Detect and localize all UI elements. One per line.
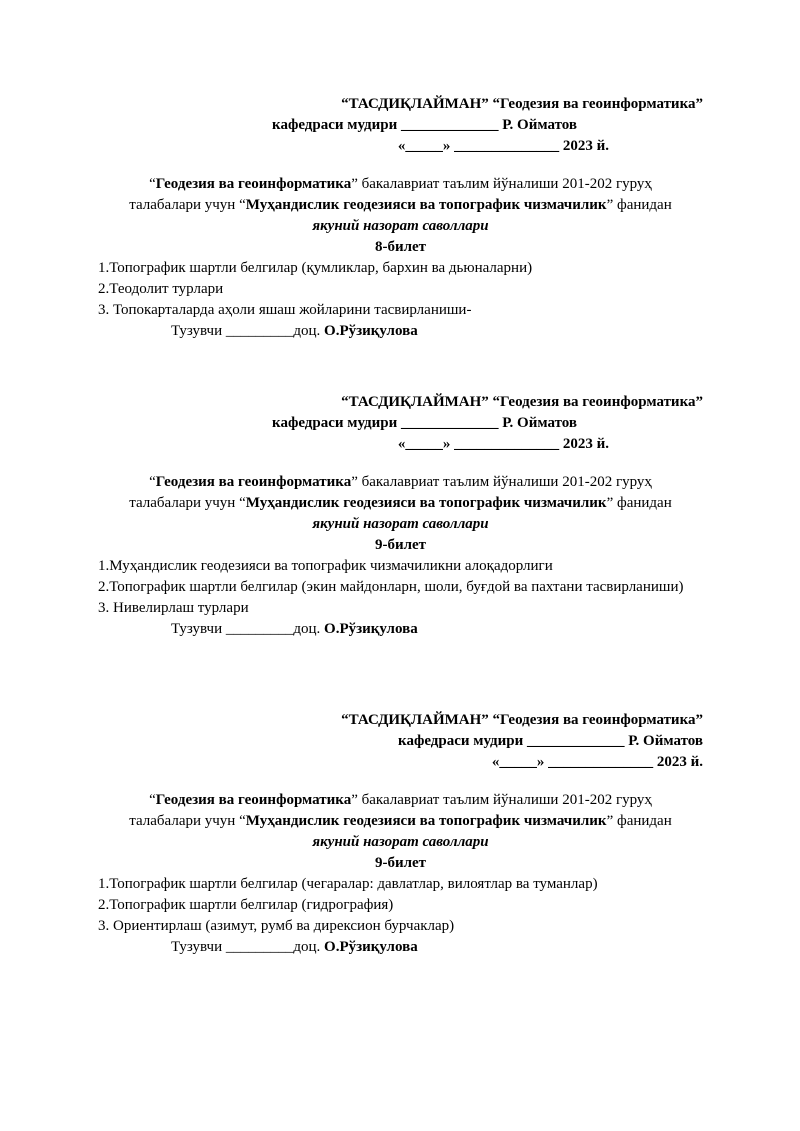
intro-line-1: [98, 472, 703, 493]
final-control-title: якуний назорат саволлари: [312, 218, 489, 234]
approve-word: ТАСДИҚЛАЙМАН: [348, 394, 482, 410]
author-title: доц.: [293, 323, 321, 339]
signature-blank: _____________: [401, 415, 499, 431]
approval-line-1: [98, 710, 703, 731]
quote: »: [536, 754, 545, 770]
author-title: доц.: [293, 939, 321, 955]
field-name: Геодезия ва геоинформатика: [155, 792, 352, 808]
author-label: Тузувчи: [171, 939, 226, 955]
question-2: 2.Топографик шартли белгилар (экин майдонларн, шоли, буғдой ва пахтани тасвирланиши): [98, 579, 684, 595]
quote: ”: [351, 176, 358, 192]
final-control-title: якуний назорат саволлари: [312, 516, 489, 532]
approval-line-1: [98, 392, 703, 413]
author-name: О.Рўзиқулова: [320, 939, 418, 955]
question-3: 3. Ориентирлаш (азимут, румб ва дирексион бурчаклар): [98, 918, 455, 934]
ticket-block-2: [98, 392, 703, 640]
intro-text: ” фанидан: [606, 495, 672, 511]
quote: ”: [695, 394, 703, 410]
quote: »: [442, 436, 451, 452]
quote: “: [149, 792, 156, 808]
question-3: 3. Нивелирлаш турлари: [98, 600, 249, 616]
question-2: 2.Теодолит турлари: [98, 281, 224, 297]
approval-line-2: [98, 115, 703, 136]
quote: “: [149, 176, 156, 192]
quote: ”: [351, 474, 358, 490]
quote: «: [397, 436, 406, 452]
day-blank: _____: [405, 138, 443, 154]
signature-blank: _________: [225, 939, 294, 955]
question-1: 1.Муҳандислик геодезияси ва топографик чизмачиликни алоқадорлиги: [98, 558, 553, 574]
month-blank: ______________: [454, 138, 560, 154]
signature-blank: _____________: [527, 733, 625, 749]
intro-text: ” фанидан: [606, 813, 672, 829]
subject-name: Муҳандислик геодезияси ва топографик чизмачилик: [245, 197, 607, 213]
quote: »: [442, 138, 451, 154]
approval-line-1: [98, 94, 703, 115]
quote: ” “: [481, 394, 501, 410]
intro-line-2: [98, 811, 703, 832]
quote: ”: [695, 712, 703, 728]
author-name: О.Рўзиқулова: [320, 323, 418, 339]
intro-line-1: [98, 174, 703, 195]
year: 2023 й.: [562, 436, 609, 452]
quote: ” “: [481, 712, 501, 728]
head-name: Р. Ойматов: [502, 415, 577, 431]
approval-line-2: [98, 731, 703, 752]
signature-blank: _________: [225, 621, 294, 637]
author-label: Тузувчи: [171, 323, 226, 339]
head-name: Р. Ойматов: [628, 733, 703, 749]
approval-line-3: [98, 752, 703, 773]
author-name: О.Рўзиқулова: [320, 621, 418, 637]
intro-line-1: [98, 790, 703, 811]
quote: ”: [351, 792, 358, 808]
head-title: кафедраси мудири: [272, 117, 398, 133]
day-blank: _____: [499, 754, 537, 770]
ticket-block-1: [98, 94, 703, 342]
quote: “: [341, 96, 349, 112]
final-control-title: якуний назорат саволлари: [312, 834, 489, 850]
subject-name: Муҳандислик геодезияси ва топографик чизмачилик: [245, 495, 607, 511]
question-2: 2.Топографик шартли белгилар (гидрография): [98, 897, 394, 913]
author-title: доц.: [293, 621, 321, 637]
question-1: 1.Топографик шартли белгилар (чегаралар: давлатлар, вилоятлар ва туманлар): [98, 876, 598, 892]
approval-line-3: [98, 136, 703, 157]
ticket-number: 8-билет: [374, 239, 427, 255]
head-name: Р. Ойматов: [502, 117, 577, 133]
approval-line-3: [98, 434, 703, 455]
department-name: Геодезия ва геоинформатика: [500, 96, 696, 112]
ticket-number: 9-билет: [374, 855, 427, 871]
quote: «: [491, 754, 500, 770]
subject-name: Муҳандислик геодезияси ва топографик чизмачилик: [245, 813, 607, 829]
month-blank: ______________: [548, 754, 654, 770]
field-name: Геодезия ва геоинформатика: [155, 474, 352, 490]
author-label: Тузувчи: [171, 621, 226, 637]
head-title: кафедраси мудири: [272, 415, 398, 431]
quote: «: [397, 138, 406, 154]
day-blank: _____: [405, 436, 443, 452]
year: 2023 й.: [656, 754, 703, 770]
quote: ” “: [481, 96, 501, 112]
intro-text: талабалари учун “: [129, 813, 246, 829]
year: 2023 й.: [562, 138, 609, 154]
intro-text: талабалари учун “: [129, 495, 246, 511]
question-3: 3. Топокарталарда аҳоли яшаш жойларини тасвирланиши-: [98, 302, 472, 318]
intro-text: бакалавриат таълим йўналиши 201-202 гуруҳ: [357, 176, 652, 192]
approve-word: ТАСДИҚЛАЙМАН: [348, 712, 482, 728]
intro-line-2: [98, 195, 703, 216]
intro-text: ” фанидан: [606, 197, 672, 213]
ticket-number: 9-билет: [374, 537, 427, 553]
head-title: кафедраси мудири: [398, 733, 524, 749]
department-name: Геодезия ва геоинформатика: [500, 712, 696, 728]
intro-text: бакалавриат таълим йўналиши 201-202 гуруҳ: [357, 474, 652, 490]
quote: “: [341, 712, 349, 728]
intro-text: талабалари учун “: [129, 197, 246, 213]
approve-word: ТАСДИҚЛАЙМАН: [348, 96, 482, 112]
signature-blank: _________: [225, 323, 294, 339]
author-signature: [98, 619, 703, 640]
ticket-block-3: [98, 710, 703, 958]
department-name: Геодезия ва геоинформатика: [500, 394, 696, 410]
quote: “: [149, 474, 156, 490]
intro-text: бакалавриат таълим йўналиши 201-202 гуруҳ: [357, 792, 652, 808]
signature-blank: _____________: [401, 117, 499, 133]
author-signature: [98, 321, 703, 342]
field-name: Геодезия ва геоинформатика: [155, 176, 352, 192]
quote: ”: [695, 96, 703, 112]
author-signature: [98, 937, 703, 958]
question-1: 1.Топографик шартли белгилар (қумликлар, бархин ва дьюналарни): [98, 260, 533, 276]
quote: “: [341, 394, 349, 410]
intro-line-2: [98, 493, 703, 514]
approval-line-2: [98, 413, 703, 434]
month-blank: ______________: [454, 436, 560, 452]
